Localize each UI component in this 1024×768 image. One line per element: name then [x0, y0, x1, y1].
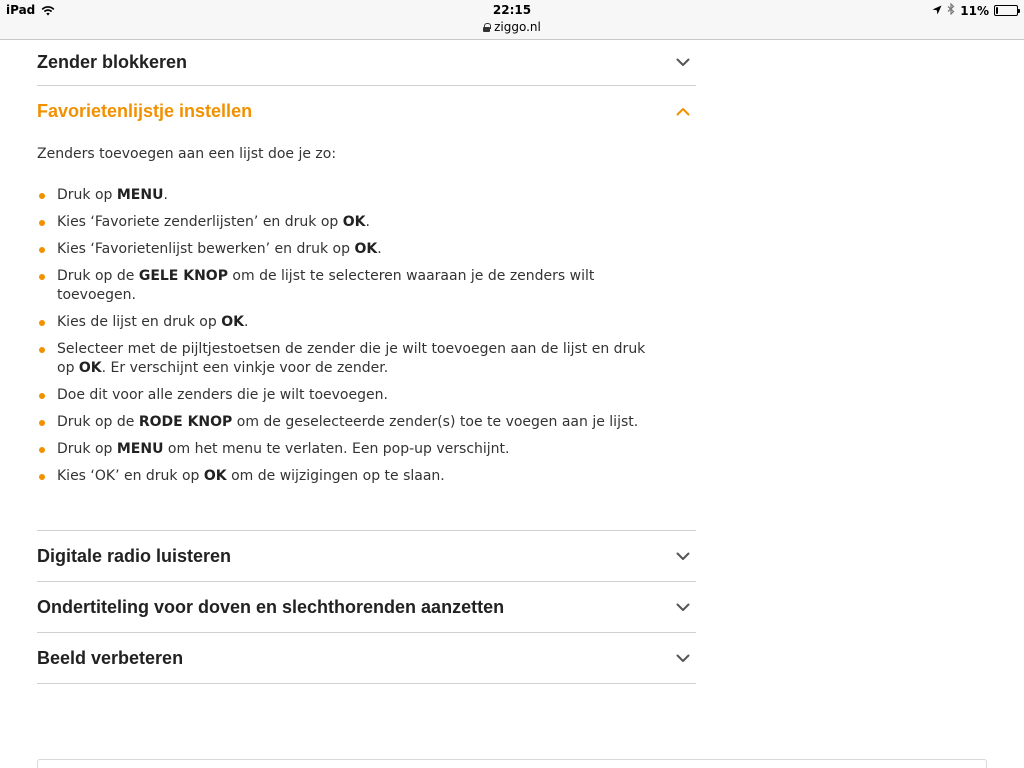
accordion-header[interactable]: [37, 582, 696, 632]
location-icon: [932, 4, 942, 18]
step-text: .: [243, 314, 249, 330]
step-item: [37, 413, 657, 432]
accordion-item-favorietenlijstje: [37, 86, 696, 531]
step-key: OK: [221, 314, 244, 330]
step-text: Druk op de: [57, 268, 139, 284]
address-bar[interactable]: [0, 20, 1024, 34]
clock: 22:15: [492, 3, 532, 17]
step-text: .: [163, 187, 168, 203]
accordion-header[interactable]: [37, 633, 696, 683]
step-item: [37, 440, 657, 459]
accordion-item-digitale-radio: [37, 531, 696, 582]
chevron-down-icon[interactable]: [673, 648, 693, 668]
accordion-panel: [37, 136, 696, 530]
lock-icon: [483, 23, 490, 32]
step-item: [37, 386, 657, 405]
step-text: om de geselecteerde zender(s) toe te voegen aan je lijst.: [232, 414, 639, 430]
step-text: Druk op: [57, 187, 117, 203]
step-key: OK: [78, 360, 102, 376]
accordion-title: Favorietenlijstje instellen: [37, 100, 253, 121]
status-right: [932, 3, 1018, 18]
step-text: om het menu te verlaten. Een pop-up verschijnt.: [163, 441, 510, 457]
step-key: OK: [354, 241, 378, 257]
step-text: Doe dit voor alle zenders die je wilt toevoegen.: [57, 387, 388, 403]
panel-intro: Zenders toevoegen aan een lijst doe je zo:: [37, 146, 337, 162]
step-key: OK: [203, 468, 227, 484]
step-text: Kies ‘OK’ en druk op: [57, 468, 204, 484]
step-item: [37, 313, 657, 332]
step-text: Kies de lijst en druk op: [57, 314, 222, 330]
step-key: OK: [342, 214, 366, 230]
faq-accordion: [37, 40, 696, 684]
step-text: .: [377, 241, 382, 257]
step-item: [37, 213, 657, 232]
accordion-header[interactable]: [37, 86, 696, 136]
step-text: Druk op: [57, 441, 117, 457]
step-text: Selecteer met de pijltjestoetsen de zender die je wilt toevoegen aan de lijst en druk op: [57, 341, 646, 376]
step-text: Druk op de: [57, 414, 139, 430]
next-section-card: [37, 759, 987, 768]
battery-percent: 11%: [960, 3, 989, 18]
step-key: GELE KNOP: [138, 268, 228, 284]
accordion-title: Zender blokkeren: [37, 52, 188, 72]
battery-level: [996, 7, 998, 14]
battery-icon: [994, 5, 1018, 16]
step-text: . Er verschijnt een vinkje voor de zender.: [101, 360, 389, 376]
steps-list: [37, 186, 696, 486]
accordion-item-zender-blokkeren: [37, 40, 696, 86]
step-text: om de lijst te selecteren waaraan je de zenders wilt toevoegen.: [57, 268, 595, 303]
step-item: [37, 186, 657, 205]
step-key: MENU: [116, 187, 164, 203]
step-text: om de wijzigingen op te slaan.: [226, 468, 445, 484]
accordion-header[interactable]: [37, 531, 696, 581]
accordion-header[interactable]: [37, 40, 696, 85]
accordion-item-beeld-verbeteren: [37, 633, 696, 684]
bluetooth-icon: [947, 3, 955, 18]
chevron-down-icon[interactable]: [673, 546, 693, 566]
url-text[interactable]: ziggo.nl: [494, 20, 541, 34]
chevron-down-icon[interactable]: [673, 53, 693, 73]
step-text: Kies ‘Favorietenlijst bewerken’ en druk op: [57, 241, 355, 257]
step-item: [37, 467, 657, 486]
accordion-title: Digitale radio luisteren: [37, 545, 232, 566]
step-item: [37, 340, 657, 378]
ios-status-bar: [0, 0, 1024, 40]
step-text: .: [365, 214, 370, 230]
accordion-title: Beeld verbeteren: [37, 647, 184, 668]
device-label: iPad: [6, 3, 36, 17]
step-item: [37, 267, 657, 305]
step-key: MENU: [116, 441, 164, 457]
step-text: Kies ‘Favoriete zenderlijsten’ en druk op: [57, 214, 343, 230]
step-item: [37, 240, 657, 259]
step-key: RODE KNOP: [138, 414, 233, 430]
accordion-item-ondertiteling: [37, 582, 696, 633]
chevron-up-icon[interactable]: [673, 101, 693, 121]
chevron-down-icon[interactable]: [673, 597, 693, 617]
accordion-title: Ondertiteling voor doven en slechthorenden aanzetten: [37, 596, 505, 617]
